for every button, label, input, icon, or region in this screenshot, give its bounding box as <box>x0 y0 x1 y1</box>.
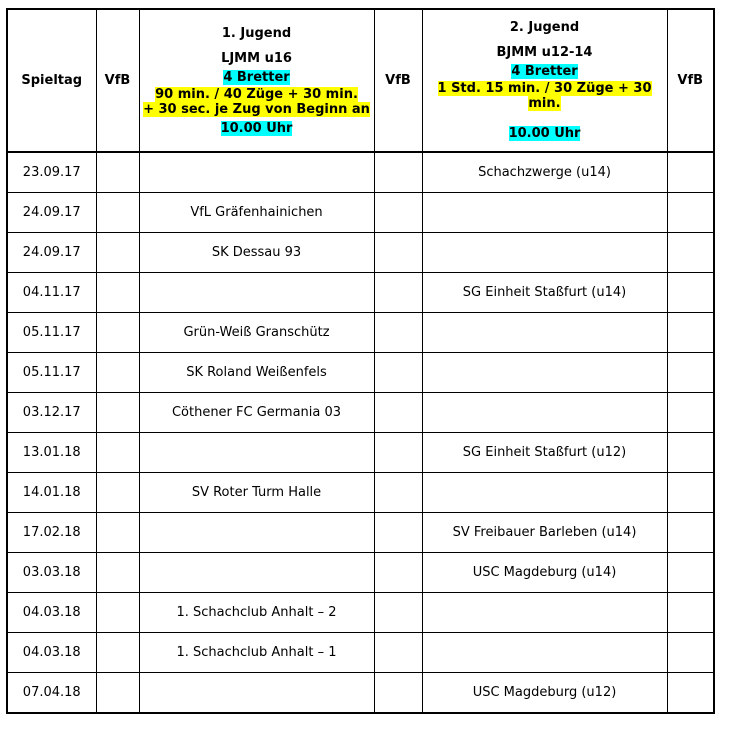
table-row <box>7 553 714 593</box>
jugend1-opponent-cell <box>139 673 374 714</box>
jugend2-boards: 4 Bretter <box>511 64 578 79</box>
vfb-cell <box>374 433 422 473</box>
header-vfb-2: VfB <box>374 9 422 152</box>
date-cell: 03.03.18 <box>7 553 96 593</box>
vfb-cell <box>96 673 139 714</box>
jugend2-opponent-cell: SG Einheit Staßfurt (u14) <box>422 273 667 313</box>
table-row <box>7 513 714 553</box>
table-row <box>7 152 714 193</box>
jugend2-league: BJMM u12-14 <box>496 45 593 60</box>
vfb-cell <box>96 353 139 393</box>
jugend1-opponent-cell: SV Roter Turm Halle <box>139 473 374 513</box>
table-row <box>7 633 714 673</box>
header-row <box>7 9 714 152</box>
jugend1-opponent-cell: Grün-Weiß Granschütz <box>139 313 374 353</box>
table-row <box>7 433 714 473</box>
jugend1-opponent-cell: SK Dessau 93 <box>139 233 374 273</box>
vfb-cell <box>96 313 139 353</box>
vfb-cell <box>667 233 714 273</box>
date-cell: 23.09.17 <box>7 152 96 193</box>
vfb-cell <box>667 633 714 673</box>
table-row <box>7 193 714 233</box>
jugend1-time-control-line2: + 30 sec. je Zug von Beginn an <box>143 101 370 117</box>
vfb-cell <box>374 593 422 633</box>
vfb-cell <box>374 313 422 353</box>
vfb-cell <box>374 393 422 433</box>
vfb-cell <box>96 553 139 593</box>
vfb-cell <box>374 553 422 593</box>
vfb-cell <box>96 193 139 233</box>
jugend2-opponent-cell: Schachzwerge (u14) <box>422 152 667 193</box>
jugend1-opponent-cell <box>139 152 374 193</box>
vfb-cell <box>374 473 422 513</box>
vfb-cell <box>96 633 139 673</box>
jugend2-opponent-cell <box>422 393 667 433</box>
jugend2-opponent-cell <box>422 353 667 393</box>
vfb-cell <box>667 673 714 714</box>
vfb-cell <box>96 273 139 313</box>
date-cell: 04.03.18 <box>7 593 96 633</box>
date-cell: 04.03.18 <box>7 633 96 673</box>
vfb-cell <box>374 193 422 233</box>
vfb-cell <box>667 473 714 513</box>
vfb-cell <box>374 633 422 673</box>
jugend1-boards: 4 Bretter <box>223 69 290 85</box>
jugend1-league: LJMM u16 <box>221 50 292 66</box>
vfb-cell <box>667 193 714 233</box>
table-row <box>7 233 714 273</box>
vfb-cell <box>374 152 422 193</box>
table-row <box>7 673 714 714</box>
date-cell: 14.01.18 <box>7 473 96 513</box>
jugend2-opponent-cell <box>422 233 667 273</box>
date-cell: 05.11.17 <box>7 353 96 393</box>
jugend1-opponent-cell: VfL Gräfenhainichen <box>139 193 374 233</box>
jugend1-opponent-cell <box>139 513 374 553</box>
header-vfb-1: VfB <box>96 9 139 152</box>
vfb-cell <box>374 513 422 553</box>
table-row <box>7 473 714 513</box>
date-cell: 03.12.17 <box>7 393 96 433</box>
vfb-cell <box>667 313 714 353</box>
jugend2-opponent-cell <box>422 473 667 513</box>
vfb-cell <box>667 513 714 553</box>
vfb-cell <box>667 152 714 193</box>
jugend1-opponent-cell <box>139 433 374 473</box>
vfb-cell <box>96 513 139 553</box>
vfb-cell <box>96 233 139 273</box>
jugend2-opponent-cell: SV Freibauer Barleben (u14) <box>422 513 667 553</box>
date-cell: 04.11.17 <box>7 273 96 313</box>
jugend1-opponent-cell: 1. Schachclub Anhalt – 1 <box>139 633 374 673</box>
jugend2-opponent-cell: USC Magdeburg (u14) <box>422 553 667 593</box>
table-row <box>7 353 714 393</box>
jugend1-opponent-cell <box>139 273 374 313</box>
vfb-cell <box>374 233 422 273</box>
jugend2-opponent-cell <box>422 593 667 633</box>
vfb-cell <box>667 593 714 633</box>
jugend1-opponent-cell: 1. Schachclub Anhalt – 2 <box>139 593 374 633</box>
vfb-cell <box>96 593 139 633</box>
header-jugend1 <box>139 9 374 152</box>
vfb-cell <box>667 273 714 313</box>
jugend2-opponent-cell: SG Einheit Staßfurt (u12) <box>422 433 667 473</box>
header-jugend2 <box>422 9 667 152</box>
jugend1-opponent-cell: SK Roland Weißenfels <box>139 353 374 393</box>
vfb-cell <box>667 353 714 393</box>
header-vfb-3: VfB <box>667 9 714 152</box>
jugend2-opponent-cell <box>422 633 667 673</box>
date-cell: 07.04.18 <box>7 673 96 714</box>
vfb-cell <box>667 393 714 433</box>
vfb-cell <box>374 353 422 393</box>
jugend2-start-time: 10.00 Uhr <box>508 126 581 141</box>
jugend1-opponent-cell: Cöthener FC Germania 03 <box>139 393 374 433</box>
date-cell: 17.02.18 <box>7 513 96 553</box>
vfb-cell <box>96 393 139 433</box>
date-cell: 13.01.18 <box>7 433 96 473</box>
table-row <box>7 273 714 313</box>
jugend2-title: 2. Jugend <box>509 20 580 35</box>
schedule-table <box>6 8 715 714</box>
header-spieltag: Spieltag <box>7 9 96 152</box>
jugend2-opponent-cell <box>422 193 667 233</box>
date-cell: 05.11.17 <box>7 313 96 353</box>
vfb-cell <box>96 433 139 473</box>
vfb-cell <box>96 473 139 513</box>
jugend1-opponent-cell <box>139 553 374 593</box>
date-cell: 24.09.17 <box>7 193 96 233</box>
vfb-cell <box>96 152 139 193</box>
vfb-cell <box>374 273 422 313</box>
vfb-cell <box>667 433 714 473</box>
jugend1-time-control-line1: 90 min. / 40 Züge + 30 min. <box>155 86 358 102</box>
jugend2-opponent-cell: USC Magdeburg (u12) <box>422 673 667 714</box>
vfb-cell <box>667 553 714 593</box>
jugend2-time-control: 1 Std. 15 min. / 30 Züge + 30 min. <box>437 81 652 111</box>
table-row <box>7 593 714 633</box>
date-cell: 24.09.17 <box>7 233 96 273</box>
table-row <box>7 313 714 353</box>
jugend2-opponent-cell <box>422 313 667 353</box>
jugend1-start-time: 10.00 Uhr <box>220 120 293 136</box>
jugend1-title: 1. Jugend <box>221 25 292 41</box>
table-row <box>7 393 714 433</box>
vfb-cell <box>374 673 422 714</box>
